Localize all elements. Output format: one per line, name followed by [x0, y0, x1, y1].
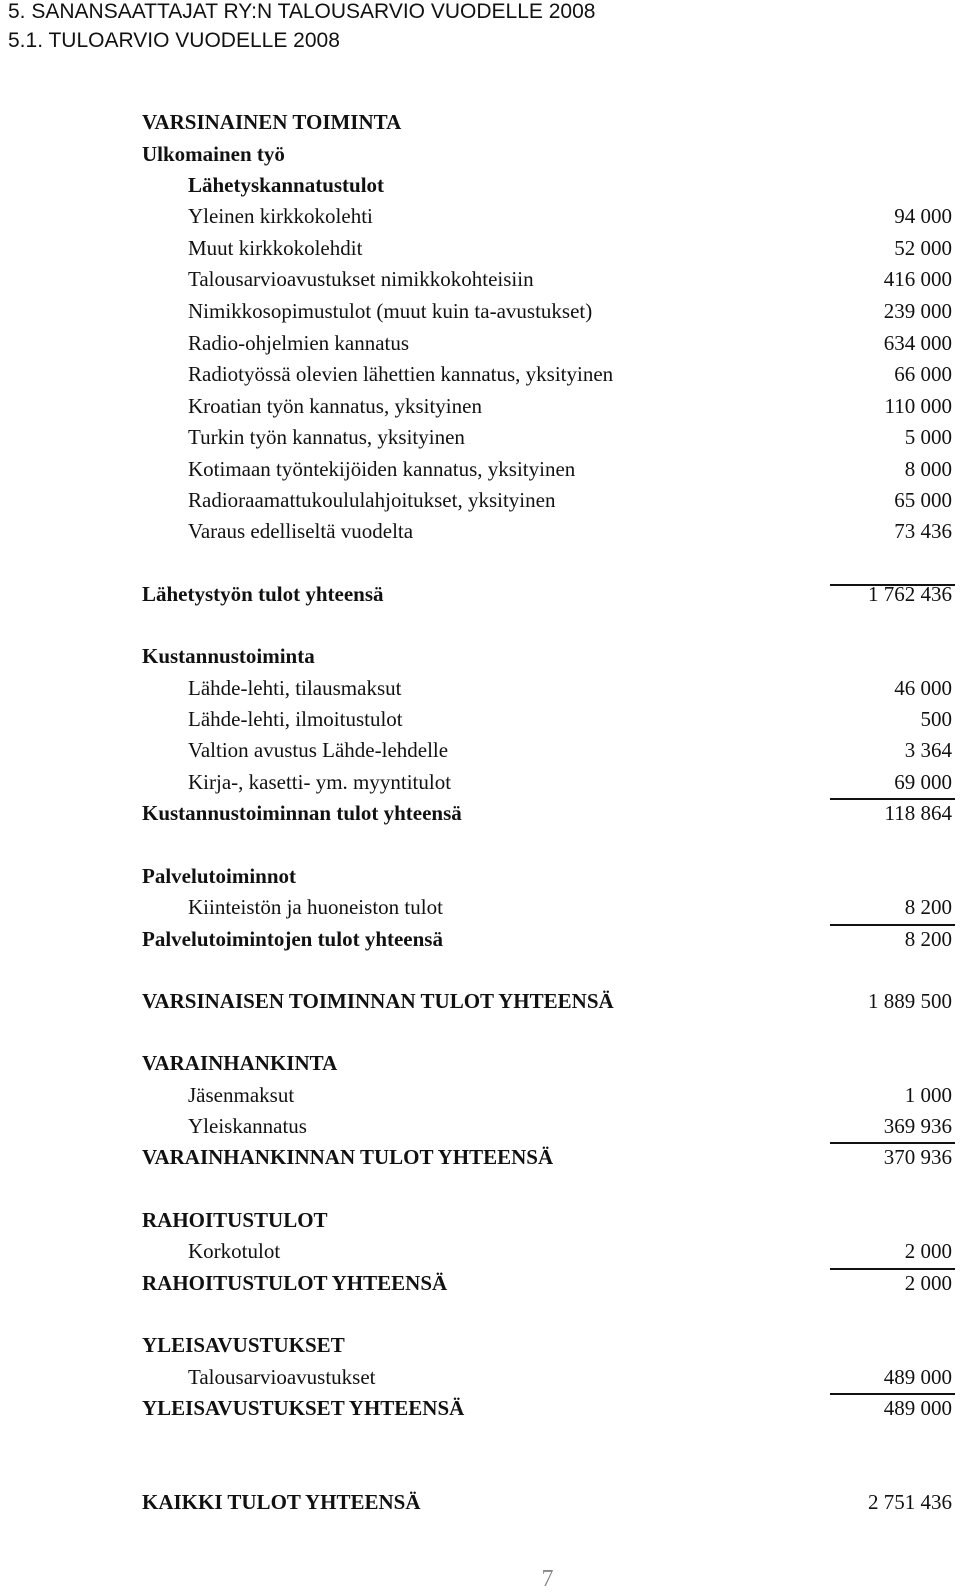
section-heading: 5. SANANSAATTAJAT RY:N TALOUSARVIO VUODELLE 2008	[8, 0, 596, 23]
subtotal-row	[0, 924, 960, 954]
subtotal-label: Kustannustoiminnan tulot yhteensä	[142, 801, 462, 825]
budget-row	[0, 1362, 960, 1392]
grand-total-label: KAIKKI TULOT YHTEENSÄ	[142, 1490, 421, 1514]
budget-row	[0, 673, 960, 703]
section-title-label: Palvelutoiminnot	[142, 864, 297, 888]
budget-row	[0, 201, 960, 231]
section-title-label: VARAINHANKINTA	[142, 1051, 338, 1075]
subtotal-row	[0, 1393, 960, 1423]
row-label: Varaus edelliseltä vuodelta	[188, 519, 414, 543]
subtotal-value: 2 000	[904, 1271, 952, 1295]
row-value: 66 000	[894, 362, 952, 386]
row-value: 1 000	[904, 1083, 952, 1107]
section-title-rahoitus	[0, 1205, 960, 1235]
budget-row	[0, 735, 960, 765]
row-label: Talousarvioavustukset	[188, 1365, 376, 1389]
section-title-label: Kustannustoiminta	[142, 644, 315, 668]
row-value: 73 436	[894, 519, 952, 543]
row-label: Radio-ohjelmien kannatus	[188, 331, 410, 355]
row-value: 94 000	[894, 204, 952, 228]
row-label: Kroatian työn kannatus, yksityinen	[188, 394, 482, 418]
row-value: 110 000	[884, 394, 952, 418]
row-label: Yleiskannatus	[188, 1114, 307, 1138]
row-value: 5 000	[904, 425, 952, 449]
total-row-varsinainen	[0, 986, 960, 1016]
row-value: 634 000	[883, 331, 952, 355]
row-label: Jäsenmaksut	[188, 1083, 295, 1107]
section-title-yleisavustukset	[0, 1330, 960, 1360]
subsection-label: Ulkomainen työ	[142, 142, 285, 166]
row-value: 65 000	[894, 488, 952, 512]
subtotal-value: 8 200	[904, 927, 952, 951]
row-value: 46 000	[894, 676, 952, 700]
subtotal-row	[0, 798, 960, 828]
section-title-label: YLEISAVUSTUKSET	[142, 1333, 345, 1357]
row-value: 500	[920, 707, 952, 731]
row-label: Lähde-lehti, tilausmaksut	[188, 676, 402, 700]
section-title-label: RAHOITUSTULOT	[142, 1208, 328, 1232]
section-title-kustannus	[0, 641, 960, 671]
row-value: 369 936	[883, 1114, 952, 1138]
subsection-heading: 5.1. TULOARVIO VUODELLE 2008	[8, 29, 340, 52]
budget-row	[0, 516, 960, 546]
subtotal-row	[0, 1268, 960, 1298]
row-label: Turkin työn kannatus, yksityinen	[188, 425, 465, 449]
row-value: 416 000	[883, 267, 952, 291]
page-number: 7	[541, 1566, 554, 1592]
row-label: Valtion avustus Lähde-lehdelle	[188, 738, 449, 762]
row-value: 8 000	[904, 457, 952, 481]
subtotal-label: VARAINHANKINNAN TULOT YHTEENSÄ	[142, 1145, 554, 1169]
subsection-ulkomainen	[0, 139, 960, 169]
budget-row	[0, 359, 960, 389]
row-label: Muut kirkkokolehdit	[188, 236, 363, 260]
row-label: Nimikkosopimustulot (muut kuin ta-avustukset)	[188, 299, 593, 323]
subtotal-value: 1 762 436	[868, 582, 952, 606]
subtotal-value: 118 864	[884, 801, 952, 825]
subtotal-value: 370 936	[883, 1145, 952, 1169]
row-label: Yleinen kirkkokolehti	[188, 204, 373, 228]
budget-row	[0, 1080, 960, 1110]
budget-row	[0, 892, 960, 922]
budget-row	[0, 767, 960, 797]
budget-row	[0, 454, 960, 484]
row-value: 69 000	[894, 770, 952, 794]
row-label: Radioraamattukoululahjoitukset, yksityinen	[188, 488, 556, 512]
row-value: 489 000	[883, 1365, 952, 1389]
total-value: 1 889 500	[868, 989, 952, 1013]
budget-row	[0, 296, 960, 326]
subtotal-row	[0, 1142, 960, 1172]
row-value: 2 000	[904, 1239, 952, 1263]
row-label: Radiotyössä olevien lähettien kannatus, yksityinen	[188, 362, 614, 386]
row-label: Kiinteistön ja huoneiston tulot	[188, 895, 443, 919]
subsection-label: Lähetyskannatustulot	[188, 173, 385, 197]
budget-row	[0, 264, 960, 294]
subtotal-label: Palvelutoimintojen tulot yhteensä	[142, 927, 443, 951]
subtotal-label: Lähetystyön tulot yhteensä	[142, 582, 384, 606]
subtotal-label: RAHOITUSTULOT YHTEENSÄ	[142, 1271, 448, 1295]
budget-row	[0, 1111, 960, 1141]
budget-row	[0, 233, 960, 263]
budget-row	[0, 704, 960, 734]
subtotal-row	[0, 579, 960, 609]
section-title-palvelu	[0, 861, 960, 891]
row-value: 3 364	[904, 738, 952, 762]
section-title-varainhankinta	[0, 1048, 960, 1078]
subsection-lahetyskannatus	[0, 170, 960, 200]
subtotal-label: YLEISAVUSTUKSET YHTEENSÄ	[142, 1396, 465, 1420]
row-value: 52 000	[894, 236, 952, 260]
budget-row	[0, 422, 960, 452]
total-label: VARSINAISEN TOIMINNAN TULOT YHTEENSÄ	[142, 989, 614, 1013]
row-value: 239 000	[883, 299, 952, 323]
grand-total-row	[0, 1487, 960, 1517]
budget-row	[0, 391, 960, 421]
grand-total-value: 2 751 436	[868, 1490, 952, 1514]
row-label: Talousarvioavustukset nimikkokohteisiin	[188, 267, 534, 291]
subtotal-value: 489 000	[883, 1396, 952, 1420]
budget-row	[0, 485, 960, 515]
row-label: Kirja-, kasetti- ym. myyntitulot	[188, 770, 452, 794]
row-label: Lähde-lehti, ilmoitustulot	[188, 707, 403, 731]
row-label: Korkotulot	[188, 1239, 281, 1263]
budget-row	[0, 1236, 960, 1266]
section-title-varsinainen	[0, 107, 960, 137]
budget-row	[0, 328, 960, 358]
row-value: 8 200	[904, 895, 952, 919]
row-label: Kotimaan työntekijöiden kannatus, yksityinen	[188, 457, 576, 481]
section-title-label: VARSINAINEN TOIMINTA	[142, 110, 402, 134]
